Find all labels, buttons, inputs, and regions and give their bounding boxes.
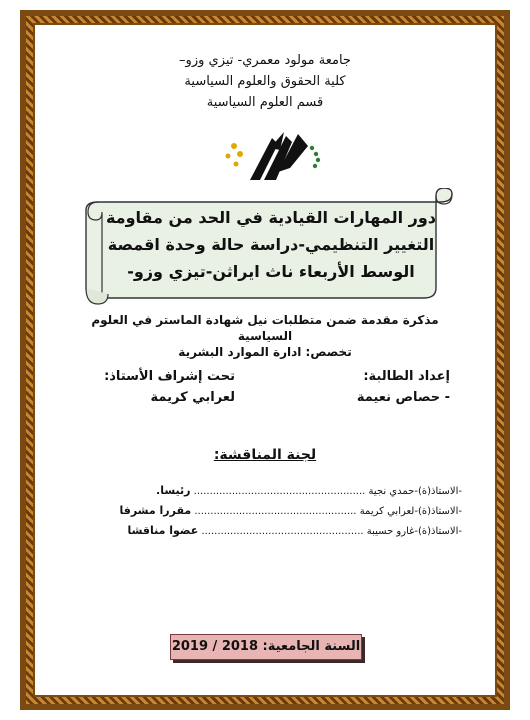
member-name: -الاستاذ(ة)-حمدي نجية <box>368 486 462 497</box>
university-name: جامعة مولود معمري- تيزي وزو– <box>179 53 351 68</box>
committee-member-3 <box>62 524 462 537</box>
thesis-title-line-1: دور المهارات القيادية في الحد من مقاومة <box>105 208 437 227</box>
dotted-leader: ...................................................... <box>193 486 366 497</box>
faculty-name: كلية الحقوق والعلوم السياسية <box>184 74 346 89</box>
supervisor-name: لعرابي كريمة <box>150 390 235 405</box>
committee-heading: لجنة المناقشة: <box>213 447 317 463</box>
thesis-subtitle <box>70 312 460 360</box>
member-role: رئيسا. <box>156 484 191 497</box>
student-label: إعداد الطالبة: <box>363 369 450 384</box>
thesis-title <box>100 204 442 285</box>
member-role: مقررا مشرفا <box>119 504 192 517</box>
page-content-area <box>33 23 497 697</box>
dotted-leader: ................................................... <box>201 526 364 537</box>
degree-statement: مذكرة مقدمة ضمن متطلبات نيل شهادة الماستر في العلوم السياسية <box>91 313 439 343</box>
member-role: عضوا مناقشا <box>127 524 199 537</box>
dotted-leader: ................................................... <box>194 506 357 517</box>
university-header <box>140 50 390 113</box>
thesis-title-line-2: التغيير التنظيمي-دراسة حالة وحدة اقمصة <box>107 235 435 254</box>
supervisor-label: تحت إشراف الأستاذ: <box>104 369 235 384</box>
specialization: تخصص: ادارة الموارد البشرية <box>178 345 352 359</box>
department-name: قسم العلوم السياسية <box>206 95 324 110</box>
member-name: -الاستاذ(ة)-غارو حسيبة <box>366 526 462 537</box>
thesis-title-line-3: الوسط الأربعاء ناث ايراثن-تيزي وزو- <box>127 262 415 281</box>
committee-member-1 <box>62 484 462 497</box>
student-name: - حصاص نعيمة <box>356 390 450 405</box>
member-name: -الاستاذ(ة)-لعرابي كريمة <box>359 506 462 517</box>
university-logo-icon <box>220 128 330 184</box>
academic-year: السنة الجامعية: 2018 / 2019 <box>170 634 362 660</box>
committee-member-2 <box>62 504 462 517</box>
